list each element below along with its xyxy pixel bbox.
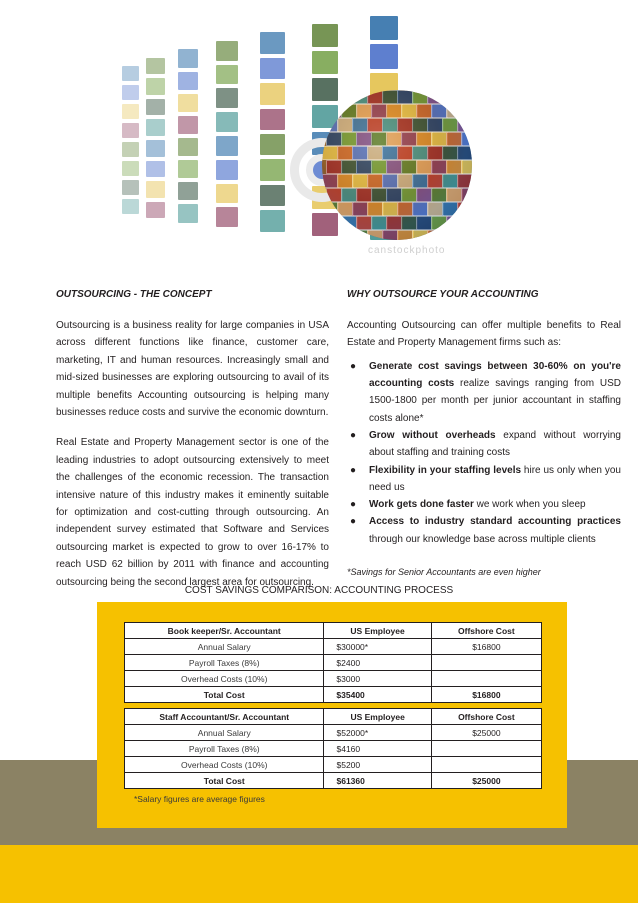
- photo-tile: [146, 78, 165, 95]
- photo-tile: [178, 182, 199, 200]
- benefit-text: expand without worrying about staffing and training costs: [369, 430, 621, 459]
- globe-tile: [461, 188, 472, 202]
- photo-tile: [178, 204, 199, 222]
- us-value: $3000: [324, 671, 431, 687]
- photo-tile: [216, 41, 238, 61]
- photo-tile: [260, 210, 284, 231]
- globe-tile: [457, 202, 472, 216]
- photo-tile: [122, 66, 139, 81]
- photo-tile: [260, 58, 284, 79]
- role-header: Book keeper/Sr. Accountant: [125, 623, 324, 639]
- photo-tile: [216, 160, 238, 180]
- photo-tile: [122, 199, 139, 214]
- photo-tile: [178, 138, 199, 156]
- photo-tile: [146, 202, 165, 219]
- table-row: [125, 655, 542, 671]
- row-label: Annual Salary: [125, 639, 324, 655]
- us-value: $30000*: [324, 639, 431, 655]
- photo-tile: [178, 160, 199, 178]
- benefit-text: through our knowledge base across multiple clients: [369, 533, 596, 545]
- photo-tile: [178, 116, 199, 134]
- cost-table-staff-accountant: [124, 708, 542, 789]
- benefit-item: [347, 496, 621, 513]
- offshore-value: [431, 655, 541, 671]
- benefit-title: Flexibility in your staffing levels: [369, 464, 522, 476]
- globe-tile: [457, 118, 472, 132]
- photo-tile: [216, 65, 238, 85]
- why-column: [347, 286, 621, 581]
- photo-tile: [260, 159, 284, 180]
- us-total: $35400: [324, 687, 431, 703]
- concept-heading: OUTSOURCING - THE CONCEPT: [56, 289, 212, 300]
- offshore-total: $25000: [431, 773, 541, 789]
- globe-tile: [457, 90, 472, 104]
- globe-tile: [457, 174, 472, 188]
- photo-tile: [178, 94, 199, 112]
- globe-photo-tiles: [322, 90, 472, 240]
- photo-tile: [216, 136, 238, 156]
- benefit-text: realize savings ranging from USD 1500-1800 per month per junior accountant in staffing costs alone*: [369, 378, 621, 424]
- table-header-row: [125, 623, 542, 639]
- us-value: $5200: [324, 757, 431, 773]
- photo-tile: [122, 104, 139, 119]
- benefits-list: [347, 358, 621, 548]
- row-label: Overhead Costs (10%): [125, 671, 324, 687]
- benefit-item: [347, 462, 621, 497]
- benefit-title: Work gets done faster: [369, 499, 474, 511]
- benefit-item: [347, 513, 621, 548]
- role-header: Staff Accountant/Sr. Accountant: [125, 709, 324, 725]
- total-row: [125, 687, 542, 703]
- table-header-row: [125, 709, 542, 725]
- photo-tile: [122, 142, 139, 157]
- bullet-icon: ●: [350, 360, 357, 372]
- globe-tile: [457, 230, 472, 240]
- photo-tile: [370, 44, 398, 69]
- total-label: Total Cost: [125, 687, 324, 703]
- benefit-item: [347, 358, 621, 427]
- us-total: $61360: [324, 773, 431, 789]
- table-row: [125, 639, 542, 655]
- benefit-text: hire us only when you need us: [369, 464, 621, 493]
- why-intro: Accounting Outsourcing can offer multiple benefits to Real Estate and Property Management firms such as:: [347, 320, 621, 349]
- globe-tile: [461, 160, 472, 174]
- globe-tile: [461, 132, 472, 146]
- globe-tile: [461, 216, 472, 230]
- offshore-header: Offshore Cost: [431, 709, 541, 725]
- row-label: Annual Salary: [125, 725, 324, 741]
- photo-tile: [122, 123, 139, 138]
- us-header: US Employee: [324, 623, 431, 639]
- cost-section-title: COST SAVINGS COMPARISON: ACCOUNTING PROCESS: [184, 585, 454, 596]
- offshore-value: [431, 741, 541, 757]
- table-row: [125, 757, 542, 773]
- photo-tile: [370, 16, 398, 41]
- row-label: Payroll Taxes (8%): [125, 655, 324, 671]
- globe-tile: [461, 104, 472, 118]
- photo-tile: [122, 180, 139, 195]
- bullet-icon: ●: [350, 499, 357, 511]
- photo-tile: [122, 161, 139, 176]
- row-label: Payroll Taxes (8%): [125, 741, 324, 757]
- benefit-text: we work when you sleep: [473, 499, 586, 511]
- photo-tile: [146, 99, 165, 116]
- salary-footnote: *Salary figures are average figures: [134, 794, 265, 804]
- photo-tile: [122, 85, 139, 100]
- us-value: $4160: [324, 741, 431, 757]
- photo-tile: [312, 51, 338, 74]
- benefit-title: Grow without overheads: [369, 430, 496, 441]
- total-row: [125, 773, 542, 789]
- watermark-text: canstockphoto: [368, 245, 446, 256]
- offshore-header: Offshore Cost: [431, 623, 541, 639]
- cost-table-bookkeeper: [124, 622, 542, 703]
- concept-paragraph-2: Real Estate and Property Management sector is one of the leading industries to adopt outsourcing extensively to meet the challenges of the economic recession. The transaction intensive nature of this industry makes it eminently suitable for optimization and cost-cutting through outsourcing. An independent survey estimated that Software and Services outsourcing market is expected to grow to over 16-17% to reach USD 62 billion by 2011 with finance and accounting outsourcing being the second largest area for outsourcing.: [56, 437, 329, 588]
- bullet-icon: ●: [350, 516, 357, 528]
- table-row: [125, 725, 542, 741]
- photo-tile: [312, 24, 338, 47]
- photo-tile: [260, 185, 284, 206]
- concept-paragraph-1: Outsourcing is a business reality for large companies in USA across different functions like finance, customer care, marketing, IT and human resources. Increasingly small and mid-sized businesses are exploring outsourcing to avail of its multiple benefits Accounting outsourcing is helping many businesses reduce costs and survive the economic downturn.: [56, 320, 329, 419]
- us-value: $52000*: [324, 725, 431, 741]
- yellow-band: [0, 845, 638, 903]
- photo-tile: [216, 184, 238, 204]
- photo-tile: [146, 119, 165, 136]
- photo-tile: [260, 109, 284, 130]
- photo-tile: [146, 140, 165, 157]
- bullet-icon: ●: [350, 464, 357, 476]
- offshore-value: $25000: [431, 725, 541, 741]
- bullet-icon: ●: [350, 430, 357, 441]
- photo-tile: [146, 181, 165, 198]
- benefit-title: Generate cost savings between 30-60% on you're accounting costs: [369, 360, 621, 390]
- photo-tile: [178, 49, 199, 67]
- photo-tile: [146, 161, 165, 178]
- us-header: US Employee: [324, 709, 431, 725]
- offshore-value: [431, 757, 541, 773]
- row-label: Overhead Costs (10%): [125, 757, 324, 773]
- offshore-total: $16800: [431, 687, 541, 703]
- photo-tile: [260, 134, 284, 155]
- why-heading: WHY OUTSOURCE YOUR ACCOUNTING: [347, 289, 539, 300]
- photo-tile: [216, 112, 238, 132]
- photo-tile: [216, 207, 238, 227]
- total-label: Total Cost: [125, 773, 324, 789]
- savings-note: *Savings for Senior Accountants are even higher: [347, 567, 541, 578]
- benefit-item: [347, 427, 621, 462]
- photo-tile: [260, 83, 284, 104]
- photo-tile: [178, 72, 199, 90]
- globe-tile: [457, 146, 472, 160]
- offshore-value: $16800: [431, 639, 541, 655]
- benefit-title: Access to industry standard accounting practices: [369, 516, 621, 528]
- concept-column: [56, 286, 329, 604]
- photo-tile: [260, 32, 284, 53]
- offshore-value: [431, 671, 541, 687]
- photo-tile: [146, 58, 165, 75]
- us-value: $2400: [324, 655, 431, 671]
- photo-tile: [216, 88, 238, 108]
- table-row: [125, 671, 542, 687]
- table-row: [125, 741, 542, 757]
